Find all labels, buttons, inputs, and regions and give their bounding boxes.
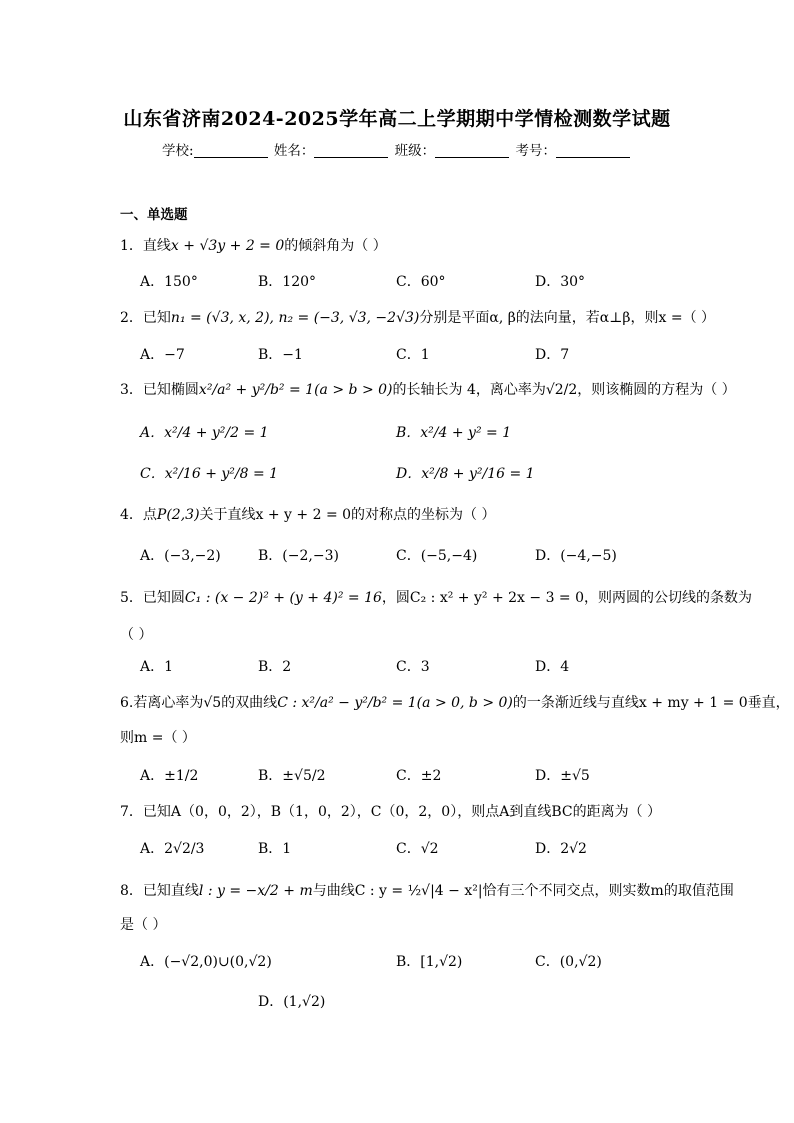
section-title: 一、单选题 <box>120 207 188 223</box>
q2-option-d: D．7 <box>535 347 570 363</box>
q3-option-b: B．x²/4 + y² = 1 <box>396 425 512 441</box>
q8-option-a: A．(−√2,0)∪(0,√2) <box>140 954 272 970</box>
q1-math: x + √3y + 2 = 0 <box>170 238 285 254</box>
q1-suffix: 的倾斜角为（ ） <box>284 238 387 254</box>
name-label: 姓名： <box>273 143 315 159</box>
q6-option-c: C．±2 <box>396 768 442 784</box>
q3-suffix: 的长轴长为 4，离心率为√2/2，则该椭圆的方程为（ ） <box>392 382 736 398</box>
q5-prefix: 5．已知圆 <box>120 590 185 606</box>
q4-option-d: D．(−4,−5) <box>535 548 617 564</box>
q4-prefix: 4．点 <box>120 507 157 523</box>
name-blank[interactable] <box>314 143 388 158</box>
q2-suffix: 分别是平面α, β的法向量，若α⊥β，则x =（ ） <box>419 310 716 326</box>
question-2-stem <box>120 307 715 327</box>
q6-option-a: A．±1/2 <box>140 768 199 784</box>
q8-prefix: 8．已知直线 <box>120 883 199 899</box>
page-title: 山东省济南2024-2025学年高二上学期期中学情检测数学试题 <box>123 108 671 130</box>
question-3-stem <box>120 379 736 399</box>
q8-suffix: 与曲线C : y = ½√|4 − x²|恰有三个不同交点，则实数m的取值范围 <box>312 883 734 899</box>
q4-option-a: A．(−3,−2) <box>140 548 221 564</box>
q3-prefix: 3．已知椭圆 <box>120 382 199 398</box>
q6-suffix: 的一条渐近线与直线x + my + 1 = 0垂直， <box>512 695 790 711</box>
q3-option-c: C．x²/16 + y²/8 = 1 <box>140 466 279 482</box>
q7-suffix: ，则点A到直线BC的距离为（ ） <box>457 804 662 820</box>
q6-math: C : x²/a² − y²/b² = 1(a > 0, b > 0) <box>277 695 513 711</box>
q1-option-c: C．60° <box>396 274 446 290</box>
q6-stem-line2: 则m =（ ） <box>120 730 196 746</box>
q8-math: l : y = −x/2 + m <box>198 883 313 899</box>
q8-option-c: C．(0,√2) <box>535 954 602 970</box>
q3-option-a: A．x²/4 + y²/2 = 1 <box>140 425 269 441</box>
q4-option-c: C．(−5,−4) <box>396 548 478 564</box>
q3-math: x²/a² + y²/b² = 1(a > b > 0) <box>198 382 393 398</box>
q4-math: P(2,3) <box>156 507 200 523</box>
class-blank[interactable] <box>435 143 509 158</box>
q7-math: A（0，0，2），B（1，0，2），C（0，2，0） <box>170 804 458 820</box>
q4-option-b: B．(−2,−3) <box>258 548 339 564</box>
question-4-stem <box>120 504 496 524</box>
school-label: 学校: <box>162 143 194 159</box>
q6-option-b: B．±√5/2 <box>258 768 326 784</box>
q2-option-a: A．−7 <box>140 347 185 363</box>
question-8-stem <box>120 880 734 900</box>
q1-prefix: 1．直线 <box>120 238 171 254</box>
q5-suffix: ，圆C₂ : x² + y² + 2x − 3 = 0，则两圆的公切线的条数为 <box>381 590 753 606</box>
question-7-stem <box>120 801 661 821</box>
q7-prefix: 7．已知 <box>120 804 171 820</box>
q5-option-d: D．4 <box>535 659 570 675</box>
q5-math: C₁ : (x − 2)² + (y + 4)² = 16 <box>184 590 382 606</box>
q7-option-b: B．1 <box>258 841 292 857</box>
q8-stem-line2: 是（ ） <box>120 917 167 933</box>
q5-stem-line2: （ ） <box>120 627 153 643</box>
q2-option-b: B．−1 <box>258 347 303 363</box>
q6-prefix: 6.若离心率为√5的双曲线 <box>120 695 278 711</box>
q2-option-c: C．1 <box>396 347 430 363</box>
q8-option-d: D．(1,√2) <box>258 994 326 1010</box>
q8-option-b: B．[1,√2) <box>396 954 463 970</box>
q2-math: n₁ = (√3, x, 2), n₂ = (−3, √3, −2√3) <box>170 310 420 326</box>
q5-option-c: C．3 <box>396 659 430 675</box>
exam-number-blank[interactable] <box>556 143 630 158</box>
q3-option-d: D．x²/8 + y²/16 = 1 <box>396 466 535 482</box>
q2-prefix: 2．已知 <box>120 310 171 326</box>
student-info-line <box>0 139 794 159</box>
q5-option-b: B．2 <box>258 659 292 675</box>
q1-option-a: A．150° <box>140 274 198 290</box>
q7-option-d: D．2√2 <box>535 841 587 857</box>
question-6-stem <box>120 692 790 712</box>
q7-option-c: C．√2 <box>396 841 439 857</box>
q1-option-d: D．30° <box>535 274 586 290</box>
q7-option-a: A．2√2/3 <box>140 841 205 857</box>
exam-number-label: 考号： <box>515 143 556 159</box>
school-blank[interactable] <box>194 143 268 158</box>
question-1-stem <box>120 235 387 255</box>
q6-option-d: D．±√5 <box>535 768 590 784</box>
question-5-stem <box>120 587 752 607</box>
class-label: 班级： <box>394 143 436 159</box>
q1-option-b: B．120° <box>258 274 317 290</box>
q4-suffix: 关于直线x + y + 2 = 0的对称点的坐标为（ ） <box>199 507 496 523</box>
q5-option-a: A．1 <box>140 659 174 675</box>
